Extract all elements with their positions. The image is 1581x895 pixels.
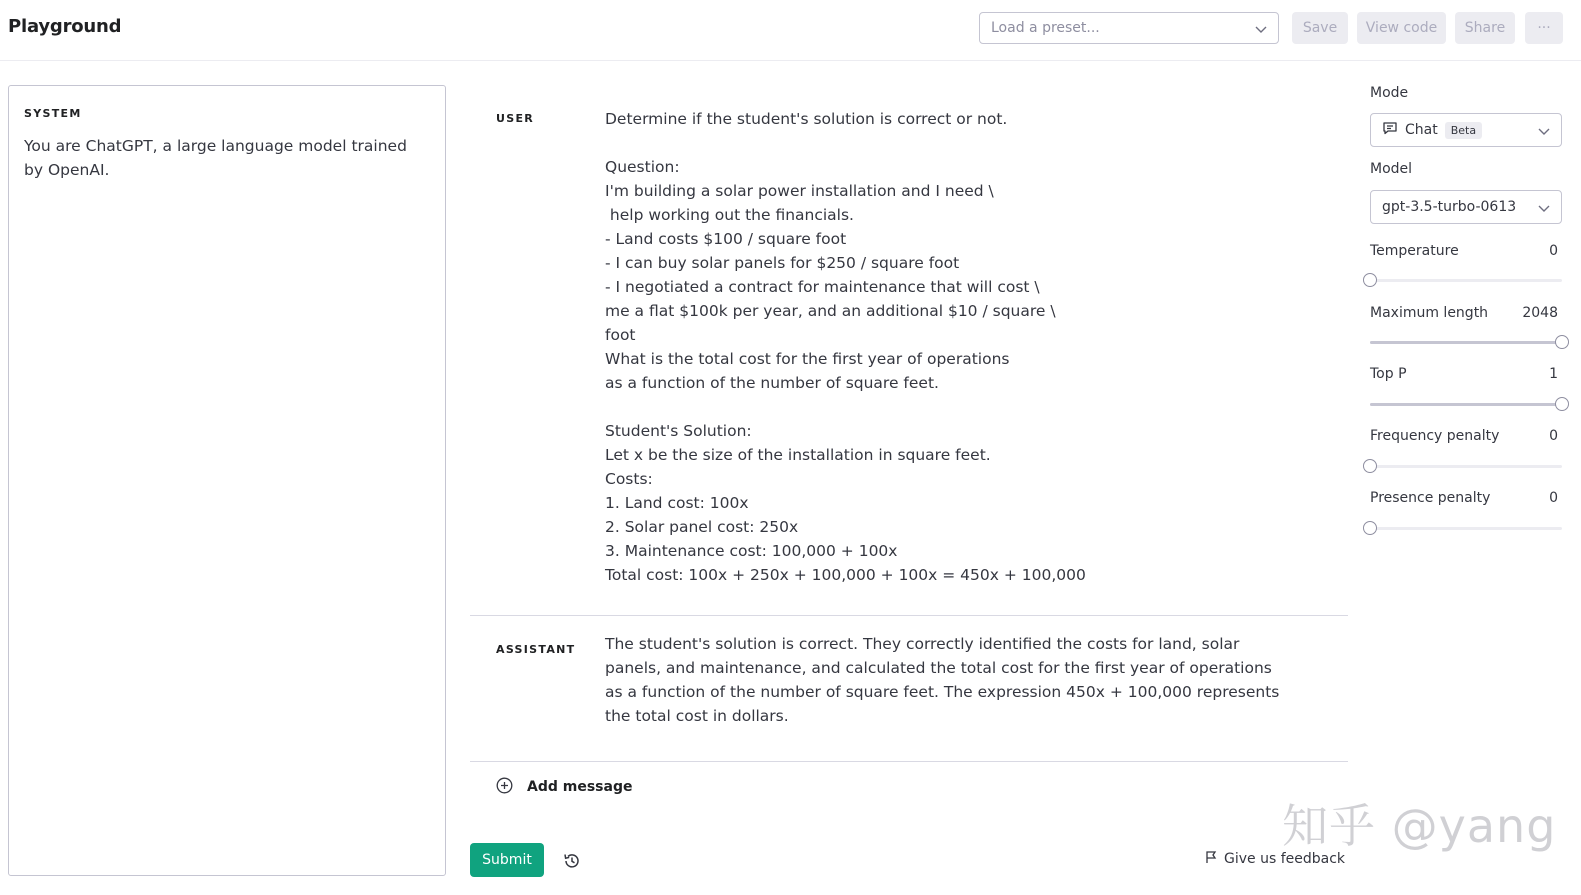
chevron-down-icon bbox=[1537, 123, 1551, 142]
slider-track bbox=[1370, 465, 1562, 468]
user-role-label[interactable]: USER bbox=[496, 112, 535, 125]
plus-circle-icon bbox=[496, 777, 513, 798]
max-length-value[interactable]: 2048 bbox=[1522, 305, 1558, 321]
slider-thumb[interactable] bbox=[1363, 459, 1377, 473]
frequency-penalty-label: Frequency penalty bbox=[1370, 428, 1500, 444]
assistant-role-label[interactable]: ASSISTANT bbox=[496, 643, 576, 656]
user-line bbox=[605, 131, 1305, 155]
user-line: foot bbox=[605, 326, 636, 344]
submit-button[interactable]: Submit bbox=[470, 843, 544, 877]
view-code-button[interactable]: View code bbox=[1357, 12, 1446, 44]
mode-value: Chat bbox=[1405, 122, 1438, 138]
share-button[interactable]: Share bbox=[1455, 12, 1515, 44]
chevron-down-icon bbox=[1254, 21, 1268, 40]
presence-penalty-label: Presence penalty bbox=[1370, 490, 1491, 506]
top-p-slider[interactable] bbox=[1370, 397, 1562, 411]
message-divider bbox=[470, 615, 1348, 616]
preset-placeholder: Load a preset... bbox=[991, 20, 1100, 36]
mode-select[interactable] bbox=[1370, 113, 1562, 147]
user-line: - Land costs $100 / square foot bbox=[605, 230, 847, 248]
add-message-button[interactable] bbox=[496, 775, 632, 799]
history-icon[interactable] bbox=[562, 851, 582, 875]
frequency-penalty-value[interactable]: 0 bbox=[1549, 428, 1558, 444]
more-options-button[interactable]: ··· bbox=[1525, 12, 1563, 44]
user-line: Determine if the student's solution is correct or not. bbox=[605, 110, 1008, 128]
slider-fill bbox=[1370, 341, 1562, 344]
assistant-message-text[interactable]: The student's solution is correct. They correctly identified the costs for land, solar panels, and maintenance, and calculated the total cost for the first year of operations as a function of the number of square feet. The expression 450x + 100,000 represents the total cost in dollars. bbox=[605, 635, 1280, 725]
temperature-label: Temperature bbox=[1370, 243, 1459, 259]
model-label: Model bbox=[1370, 161, 1413, 177]
top-p-label: Top P bbox=[1370, 366, 1407, 382]
system-panel[interactable] bbox=[8, 85, 446, 876]
user-line: me a flat $100k per year, and an additional $10 / square \ bbox=[605, 302, 1056, 320]
slider-thumb[interactable] bbox=[1363, 521, 1377, 535]
user-line: I'm building a solar power installation and I need \ bbox=[605, 182, 994, 200]
page-title: Playground bbox=[8, 16, 122, 37]
top-p-value[interactable]: 1 bbox=[1549, 366, 1558, 382]
chevron-down-icon bbox=[1537, 200, 1551, 219]
user-line: help working out the financials. bbox=[605, 206, 854, 224]
model-select[interactable] bbox=[1370, 190, 1562, 224]
presence-penalty-value[interactable]: 0 bbox=[1549, 490, 1558, 506]
save-button[interactable]: Save bbox=[1292, 12, 1348, 44]
user-line bbox=[605, 395, 1305, 419]
user-line: 3. Maintenance cost: 100,000 + 100x bbox=[605, 542, 898, 560]
user-line: Let x be the size of the installation in square feet. bbox=[605, 446, 991, 464]
mode-label: Mode bbox=[1370, 85, 1409, 101]
user-line: as a function of the number of square feet. bbox=[605, 374, 939, 392]
system-message-input[interactable]: You are ChatGPT, a large language model trained by OpenAI. bbox=[24, 137, 407, 179]
flag-icon bbox=[1204, 850, 1218, 868]
max-length-label: Maximum length bbox=[1370, 305, 1489, 321]
user-line: Costs: bbox=[605, 470, 653, 488]
slider-thumb[interactable] bbox=[1363, 273, 1377, 287]
slider-track bbox=[1370, 279, 1562, 282]
watermark: 知乎 @yang bbox=[1282, 799, 1557, 853]
user-line: 1. Land cost: 100x bbox=[605, 494, 749, 512]
user-line: - I can buy solar panels for $250 / square foot bbox=[605, 254, 960, 272]
slider-thumb[interactable] bbox=[1555, 335, 1569, 349]
add-message-label: Add message bbox=[527, 779, 633, 795]
slider-thumb[interactable] bbox=[1555, 397, 1569, 411]
slider-track bbox=[1370, 527, 1562, 530]
user-line: Student's Solution: bbox=[605, 422, 752, 440]
slider-fill bbox=[1370, 403, 1562, 406]
model-value: gpt-3.5-turbo-0613 bbox=[1382, 199, 1517, 215]
top-bar bbox=[0, 0, 1581, 61]
presence-penalty-slider[interactable] bbox=[1370, 521, 1562, 535]
feedback-label: Give us feedback bbox=[1224, 851, 1346, 867]
temperature-value[interactable]: 0 bbox=[1549, 243, 1558, 259]
message-divider bbox=[470, 761, 1348, 762]
beta-badge: Beta bbox=[1445, 122, 1482, 139]
user-message-text[interactable] bbox=[605, 107, 1305, 587]
feedback-link[interactable] bbox=[1204, 850, 1345, 868]
temperature-slider[interactable] bbox=[1370, 273, 1562, 287]
frequency-penalty-slider[interactable] bbox=[1370, 459, 1562, 473]
user-line: - I negotiated a contract for maintenance that will cost \ bbox=[605, 278, 1040, 296]
user-line: 2. Solar panel cost: 250x bbox=[605, 518, 799, 536]
user-line: What is the total cost for the first year of operations bbox=[605, 350, 1010, 368]
system-label: SYSTEM bbox=[24, 107, 82, 120]
preset-select[interactable] bbox=[979, 12, 1279, 44]
user-line: Question: bbox=[605, 158, 680, 176]
user-line: Total cost: 100x + 250x + 100,000 + 100x = 450x + 100,000 bbox=[605, 566, 1086, 584]
max-length-slider[interactable] bbox=[1370, 335, 1562, 349]
chat-bubble-icon bbox=[1382, 120, 1398, 140]
